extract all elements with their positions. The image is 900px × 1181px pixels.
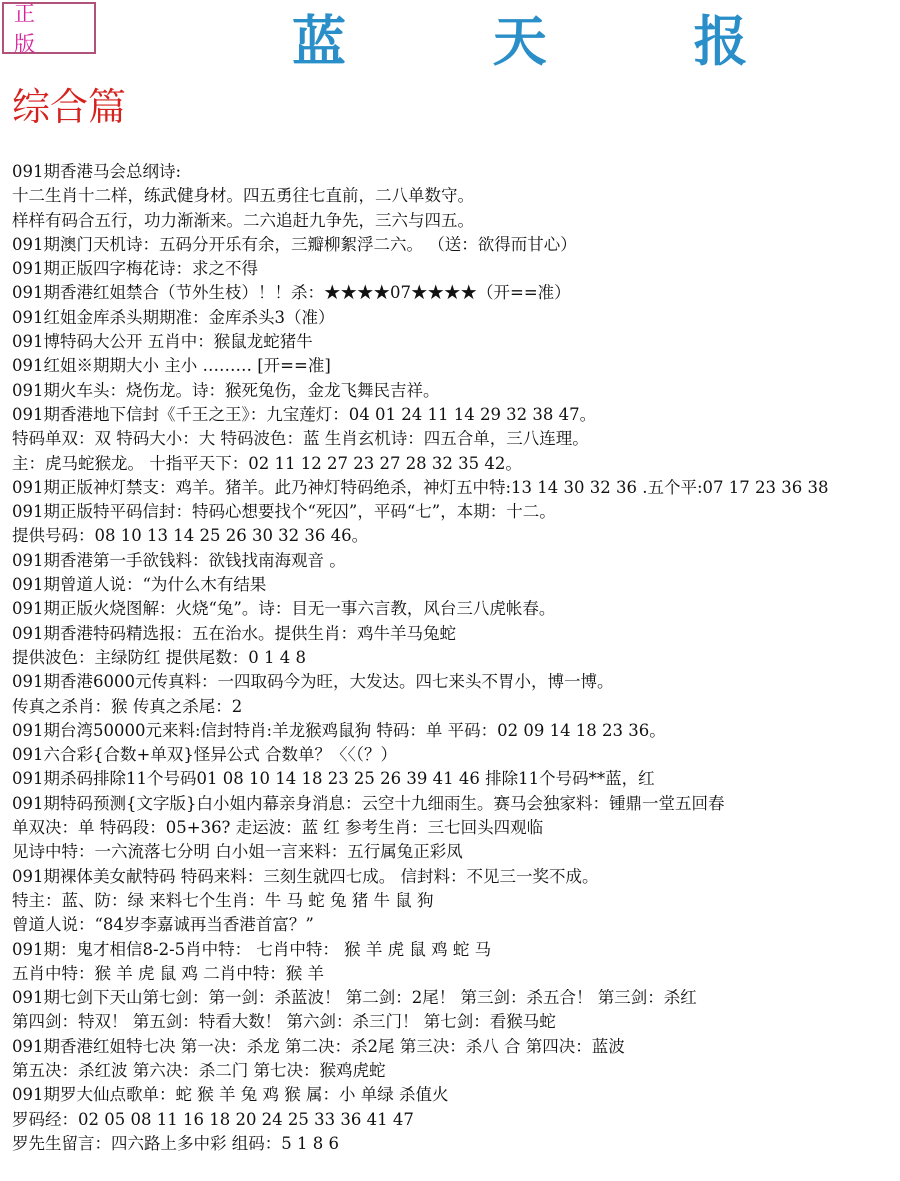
text-line: 特主：蓝、防：绿 来料七个生肖：牛 马 蛇 兔 猪 牛 鼠 狗 [12,890,434,910]
text-line: 提供号码：08 10 13 14 25 26 30 32 36 46。 [12,526,369,546]
text-line: 第五决：杀红波 第六决：杀二门 第七决：猴鸡虎蛇 [12,1060,386,1080]
text-line: 091期台湾50000元来料:信封特肖:羊龙猴鸡鼠狗 特码：单 平码：02 09 14 18 23 36。 [12,720,666,740]
text-line: 091期杀码排除11个号码01 08 10 14 18 23 25 26 39 41 46 排除11个号码**蓝，红 [12,769,655,789]
text-line: 091期曾道人说：“为什么木有结果 [12,575,267,595]
authentic-stamp: 正 版 [2,2,96,54]
text-line: 091期火车头：烧伤龙。诗：猴死兔伤，金龙飞舞民吉祥。 [12,380,440,400]
text-line: 091博特码大公开 五肖中：猴鼠龙蛇猪牛 [12,332,313,352]
text-line: 091红姐※期期大小 主小 ……… [开==准] [12,356,331,376]
text-line: 091期七剑下天山第七剑：第一剑：杀蓝波！ 第二剑：2尾！ 第三剑：杀五合！ 第三剑：杀红 [12,988,697,1008]
text-line: 091期：鬼才相信8-2-5肖中特： 七肖中特： 猴 羊 虎 鼠 鸡 蛇 马 [12,939,492,959]
text-line: 091六合彩{合数+单双}怪异公式 合数单？〈〈（？） [12,745,398,765]
text-line: 传真之杀肖：猴 传真之杀尾：2 [12,696,243,716]
text-line: 见诗中特：一六流落七分明 白小姐一言来料：五行属兔正彩凤 [12,842,463,862]
text-line: 091期香港马会总纲诗: [12,162,182,181]
text-line: 091期香港第一手欲钱料：欲钱找南海观音 。 [12,550,346,570]
text-line: 091期正版四字梅花诗：求之不得 [12,259,258,279]
text-line: 第四剑：特双！ 第五剑：特看大数！ 第六剑：杀三门！ 第七剑：看猴马蛇 [12,1012,556,1032]
text-line: 091期香港特码精选报：五在治水。提供生肖：鸡牛羊马兔蛇 [12,623,456,643]
text-line: 091期香港红姐禁合（节外生枝）！！杀：★★★★07★★★★（开==准） [12,283,571,303]
text-line: 单双决：单 特码段：05+36? 走运波：蓝 红 参考生肖：三七回头四观临 [12,818,544,838]
text-line: 罗先生留言：四六路上多中彩 组码：5 1 8 6 [12,1133,339,1153]
page-title: 蓝 天 报 [292,9,812,73]
content-lines [12,160,900,1156]
text-line: 十二生肖十二样，练武健身材。四五勇往七直前，二八单数守。 [12,186,474,206]
text-line: 091期正版神灯禁支：鸡羊。猪羊。此乃神灯特码绝杀，神灯五中特:13 14 30 32 36 .五个平:07 17 23 36 38 [12,477,829,497]
text-line: 提供波色：主绿防红 提供尾数：0 1 4 8 [12,647,306,667]
section-title: 综合篇 [12,85,127,129]
text-line: 091期裸体美女献特码 特码来料：三刻生就四七成。 信封料：不见三一奖不成。 [12,866,599,886]
text-line: 091期特码预测{文字版}白小姐内幕亲身消息：云空十九细雨生。赛马会独家料：锺鼎一堂五回春 [12,793,725,813]
text-line: 罗码经：02 05 08 11 16 18 20 24 25 33 36 41 47 [12,1109,414,1129]
text-line: 091期香港红姐特七决 第一决：杀龙 第二决：杀2尾 第三决：杀八 合 第四决：蓝波 [12,1036,625,1056]
text-line: 091期香港地下信封《千王之王》：九宝莲灯：04 01 24 11 14 29 32 38 47。 [12,404,597,424]
text-line: 091期正版特平码信封：特码心想要找个“死囚”，平码“七”，本期：十二。 [12,502,556,522]
text-line: 曾道人说：“84岁李嘉诚再当香港首富？” [12,915,314,935]
text-line: 091期正版火烧图解：火烧“兔”。诗：目无一事六言教，风台三八虎帐春。 [12,599,556,619]
text-line: 特码单双：双 特码大小：大 特码波色：蓝 生肖玄机诗：四五合单，三八连理。 [12,429,589,449]
text-line: 五肖中特：猴 羊 虎 鼠 鸡 二肖中特：猴 羊 [12,963,324,983]
text-line: 091期香港6000元传真料：一四取码今为旺，大发达。四七来头不胃小，博一博。 [12,672,614,692]
text-line: 091红姐金库杀头期期准：金库杀头3（准） [12,307,335,327]
text-line: 091期罗大仙点歌单：蛇 猴 羊 兔 鸡 猴 属：小 单绿 杀值火 [12,1085,449,1105]
text-line: 主：虎马蛇猴龙。 十指平天下：02 11 12 27 23 27 28 32 35 42。 [12,453,522,473]
text-line: 091期澳门天机诗：五码分开乐有余，三瓣柳絮浮二六。 （送：欲得而甘心） [12,234,577,254]
text-line: 样样有码合五行，功力渐渐来。二六追赶九争先，三六与四五。 [12,210,474,230]
